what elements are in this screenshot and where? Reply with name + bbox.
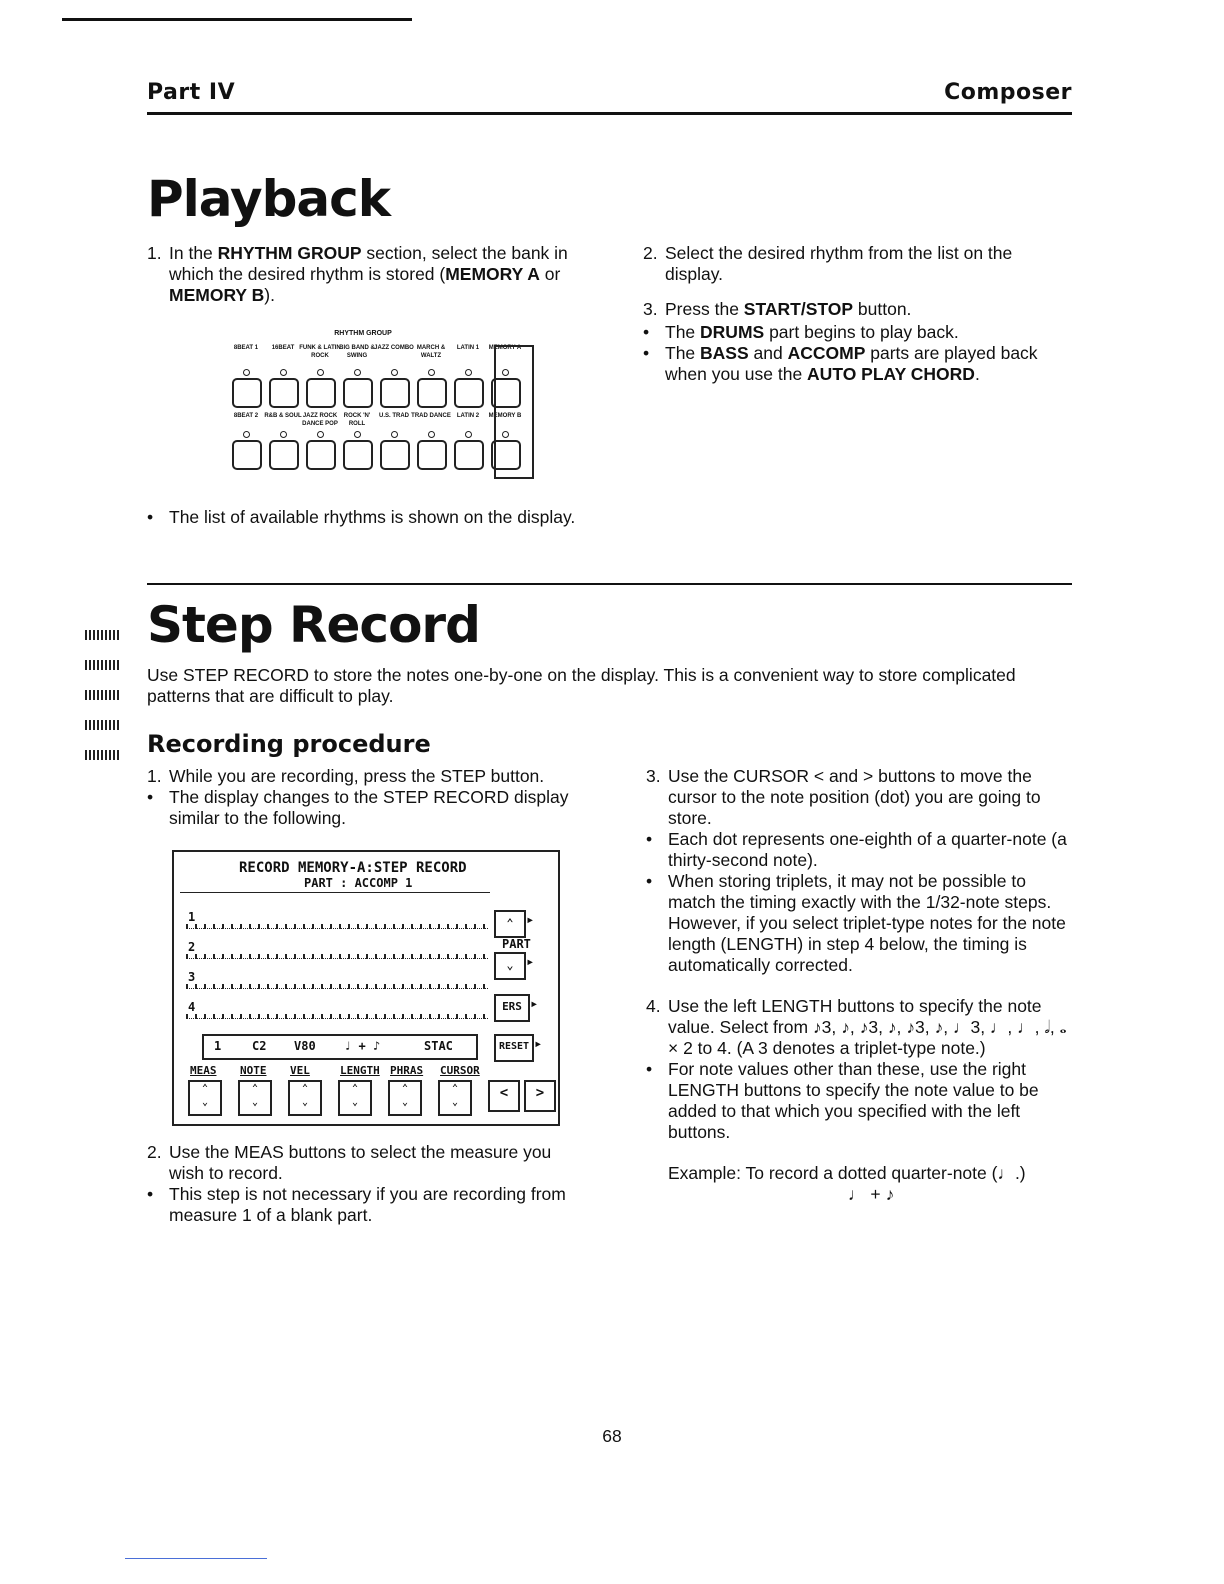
indicator-led bbox=[428, 369, 435, 376]
bullet-item bbox=[147, 507, 577, 528]
indicator-led bbox=[391, 431, 398, 438]
rhythm-label: JAZZ ROCK DANCE POP bbox=[302, 413, 338, 427]
text: For note values other than these, use the right LENGTH buttons to specify the note value to be added to that which you specified with the left buttons. bbox=[668, 1059, 1039, 1142]
text: button. bbox=[853, 299, 912, 319]
indicator-led bbox=[428, 431, 435, 438]
bottom-scan-line bbox=[125, 1558, 267, 1559]
scan-mark bbox=[85, 690, 119, 700]
part-label: PART bbox=[502, 937, 531, 951]
page-number: 68 bbox=[602, 1426, 622, 1446]
recording-procedure-heading: Recording procedure bbox=[147, 730, 431, 758]
step-number: 3. bbox=[646, 766, 661, 786]
status-note: C2 bbox=[252, 1039, 267, 1053]
rhythm-button[interactable] bbox=[417, 440, 447, 470]
step-number: 1. bbox=[147, 766, 162, 786]
text: When storing triplets, it may not be possible to match the timing exactly with the 1/32-note steps. However, if you select triplet-type notes for the note length (LENGTH) in step 4 below, the timing is automatically corrected. bbox=[668, 871, 1066, 975]
playback-note bbox=[147, 507, 577, 534]
header-section: Composer bbox=[944, 80, 1072, 105]
example-notes: ♩ + ♪ bbox=[848, 1184, 895, 1204]
indicator-led bbox=[354, 431, 361, 438]
step-item bbox=[147, 1142, 582, 1184]
function-label: MEAS bbox=[190, 1064, 217, 1077]
step-record-intro: Use STEP RECORD to store the notes one-by-one on the display. This is a convenient way to store complicated patterns that are difficult to play. bbox=[147, 665, 1016, 706]
bold-text: RHYTHM GROUP bbox=[217, 243, 362, 263]
measure-number: 3 bbox=[188, 970, 196, 984]
indicator-led bbox=[354, 369, 361, 376]
memory-frame bbox=[494, 345, 534, 479]
rhythm-button[interactable] bbox=[306, 378, 336, 408]
text: Use the CURSOR < and > buttons to move the cursor to the note position (dot) you are going to store. bbox=[668, 766, 1041, 828]
bold-text: DRUMS bbox=[700, 322, 765, 342]
bold-text: START/STOP bbox=[743, 299, 854, 319]
text: parts are played back when you use the bbox=[665, 343, 1038, 384]
example-text: Example: To record a dotted quarter-note (♩.) bbox=[668, 1163, 1026, 1183]
rhythm-button[interactable] bbox=[269, 378, 299, 408]
rhythm-label: FUNK & LATIN ROCK bbox=[299, 345, 341, 359]
measure-number: 4 bbox=[188, 1000, 196, 1014]
step-item bbox=[646, 766, 1076, 829]
note-dots bbox=[186, 1014, 488, 1019]
scan-mark bbox=[85, 720, 119, 730]
erase-button[interactable]: ERS bbox=[494, 994, 530, 1022]
measure-number: 2 bbox=[188, 940, 196, 954]
indicator-led bbox=[465, 369, 472, 376]
bold-text: MEMORY A bbox=[445, 264, 540, 284]
indicator-led bbox=[317, 369, 324, 376]
bold-text: MEMORY B bbox=[169, 285, 265, 305]
rhythm-label: R&B & SOUL bbox=[264, 413, 302, 419]
indicator-led bbox=[317, 431, 324, 438]
measure-number: 1 bbox=[188, 910, 196, 924]
top-scan-line bbox=[62, 18, 412, 21]
text: or bbox=[539, 264, 561, 284]
bullet: • bbox=[643, 343, 650, 363]
rhythm-button[interactable] bbox=[232, 378, 262, 408]
playback-step-2 bbox=[643, 243, 1073, 285]
cursor-button[interactable]: < bbox=[488, 1080, 520, 1112]
rhythm-button[interactable] bbox=[269, 440, 299, 470]
step-record-right-column bbox=[646, 766, 1076, 1205]
indicator-led bbox=[243, 369, 250, 376]
section-rule bbox=[147, 583, 1072, 585]
rhythm-label: 16BEAT bbox=[271, 345, 295, 351]
rhythm-label: BIG BAND & SWING bbox=[339, 345, 375, 359]
step-number: 2. bbox=[643, 243, 658, 263]
indicator-led bbox=[280, 369, 287, 376]
header-part: Part IV bbox=[147, 80, 236, 105]
rhythm-label: U.S. TRAD bbox=[379, 413, 409, 419]
note-dots bbox=[186, 984, 488, 989]
indicator-led bbox=[243, 431, 250, 438]
rhythm-button[interactable] bbox=[343, 378, 373, 408]
reset-button[interactable]: RESET bbox=[494, 1034, 534, 1062]
rhythm-button[interactable] bbox=[417, 378, 447, 408]
text: ). bbox=[264, 285, 275, 305]
rhythm-label: LATIN 2 bbox=[456, 413, 480, 419]
rhythm-button[interactable] bbox=[454, 378, 484, 408]
arrow: ▸ bbox=[526, 954, 535, 970]
lcd-line-1: RECORD MEMORY-A:STEP RECORD bbox=[239, 860, 467, 876]
step-record-left-column bbox=[147, 766, 582, 835]
indicator-led bbox=[465, 431, 472, 438]
step-record-title: Step Record bbox=[147, 596, 480, 654]
function-label: LENGTH bbox=[340, 1064, 380, 1077]
step-number: 2. bbox=[147, 1142, 162, 1162]
up-down-button[interactable]: ⌃ ⌄ bbox=[338, 1080, 372, 1116]
status-velocity: V80 bbox=[294, 1039, 316, 1053]
bullet-item bbox=[147, 1184, 582, 1226]
text: The list of available rhythms is shown on the display. bbox=[169, 507, 576, 527]
up-down-button[interactable]: ⌃ ⌄ bbox=[188, 1080, 222, 1116]
bullet: • bbox=[147, 787, 154, 807]
function-label: VEL bbox=[290, 1064, 310, 1077]
step-number: 3. bbox=[643, 299, 658, 319]
indicator-led bbox=[280, 431, 287, 438]
arrow: ▸ bbox=[530, 996, 539, 1012]
part-up-button[interactable]: ⌃ bbox=[494, 910, 526, 938]
text: section, select the bank in which the desired rhythm is stored ( bbox=[169, 243, 568, 284]
scan-mark bbox=[85, 660, 119, 670]
step-number: 1. bbox=[147, 243, 162, 263]
rhythm-button[interactable] bbox=[232, 440, 262, 470]
up-down-button[interactable]: ⌃ ⌄ bbox=[438, 1080, 472, 1116]
step-record-display bbox=[172, 850, 560, 1126]
arrow: ▸ bbox=[534, 1036, 543, 1052]
status-bar bbox=[202, 1034, 478, 1060]
cursor-button[interactable]: > bbox=[524, 1080, 556, 1112]
lcd-line-2: PART : ACCOMP 1 bbox=[304, 876, 413, 890]
playback-bullet-bass bbox=[643, 343, 1073, 385]
bullet-item bbox=[646, 871, 1076, 976]
playback-title: Playback bbox=[147, 170, 391, 228]
playback-bullet-drums bbox=[643, 322, 1073, 343]
rhythm-label: LATIN 1 bbox=[456, 345, 480, 351]
playback-right-column bbox=[643, 243, 1073, 391]
function-label: PHRAS bbox=[390, 1064, 424, 1077]
up-down-button[interactable]: ⌃ ⌄ bbox=[288, 1080, 322, 1116]
indicator-led bbox=[391, 369, 398, 376]
part-down-button[interactable]: ⌄ bbox=[494, 952, 526, 980]
rhythm-button[interactable] bbox=[380, 440, 410, 470]
up-down-button[interactable]: ⌃ ⌄ bbox=[388, 1080, 422, 1116]
panel-title: RHYTHM GROUP bbox=[334, 330, 392, 337]
bullet: • bbox=[643, 322, 650, 342]
rhythm-label: MEMORY A bbox=[488, 345, 522, 351]
rhythm-group-panel bbox=[228, 330, 533, 478]
text: Each dot represents one-eighth of a quarter-note (a thirty-second note). bbox=[668, 829, 1067, 870]
text: In the bbox=[169, 243, 218, 263]
step-item bbox=[147, 766, 582, 787]
bullet: • bbox=[646, 829, 653, 849]
text: This step is not necessary if you are recording from measure 1 of a blank part. bbox=[169, 1184, 566, 1225]
playback-step-1 bbox=[147, 243, 577, 306]
text: The bbox=[665, 343, 701, 363]
status-articulation: STAC bbox=[424, 1039, 453, 1053]
playback-left-column bbox=[147, 243, 577, 312]
scan-mark bbox=[85, 750, 119, 760]
text: part begins to play back. bbox=[764, 322, 959, 342]
text: While you are recording, press the STEP button. bbox=[169, 766, 545, 786]
rhythm-button[interactable] bbox=[306, 440, 336, 470]
rhythm-label: 8BEAT 2 bbox=[233, 413, 259, 419]
playback-step-3 bbox=[643, 299, 1073, 320]
status-measure: 1 bbox=[214, 1039, 222, 1053]
text: and bbox=[748, 343, 788, 363]
rhythm-label: ROCK 'N' ROLL bbox=[343, 413, 371, 427]
step-number: 4. bbox=[646, 996, 661, 1016]
text: The display changes to the STEP RECORD display similar to the following. bbox=[169, 787, 569, 828]
rhythm-label: MARCH & WALTZ bbox=[416, 345, 446, 359]
header-rule bbox=[147, 112, 1072, 115]
bold-text: ACCOMP bbox=[787, 343, 866, 363]
bullet: • bbox=[646, 1059, 653, 1079]
function-label: CURSOR bbox=[440, 1064, 480, 1077]
note-dots bbox=[186, 954, 488, 959]
text: Use the MEAS buttons to select the measure you wish to record. bbox=[169, 1142, 552, 1183]
beat-ruler bbox=[180, 892, 490, 894]
bullet-item bbox=[646, 1059, 1076, 1143]
note-dots bbox=[186, 924, 488, 929]
step-item bbox=[646, 996, 1076, 1059]
bullet: • bbox=[147, 1184, 154, 1204]
bullet-item bbox=[147, 787, 582, 829]
text: Use the left LENGTH buttons to specify the note value. Select from ♪3, ♪, ♪3, ♪, ♪3, ♪, ♩3, ♩, ♩, 𝅗𝅥, 𝅝 × 2 to 4. (A 3 denotes a triplet-type note.) bbox=[668, 996, 1067, 1058]
scan-mark bbox=[85, 630, 119, 640]
rhythm-button[interactable] bbox=[454, 440, 484, 470]
rhythm-label: JAZZ COMBO bbox=[374, 345, 414, 351]
rhythm-button[interactable] bbox=[380, 378, 410, 408]
text: Select the desired rhythm from the list on the display. bbox=[665, 243, 1013, 284]
bullet: • bbox=[646, 871, 653, 891]
bullet-item bbox=[646, 829, 1076, 871]
rhythm-label: TRAD DANCE bbox=[411, 413, 451, 419]
up-down-button[interactable]: ⌃ ⌄ bbox=[238, 1080, 272, 1116]
arrow: ▸ bbox=[526, 912, 535, 928]
rhythm-label: 8BEAT 1 bbox=[233, 345, 259, 351]
text: . bbox=[974, 364, 980, 384]
text: Press the bbox=[665, 299, 744, 319]
bold-text: BASS bbox=[700, 343, 749, 363]
bold-text: AUTO PLAY CHORD bbox=[807, 364, 975, 384]
rhythm-label: MEMORY B bbox=[488, 413, 522, 419]
function-label: NOTE bbox=[240, 1064, 267, 1077]
rhythm-button[interactable] bbox=[343, 440, 373, 470]
bullet: • bbox=[147, 507, 154, 527]
status-length: ♩ + ♪ bbox=[344, 1039, 381, 1053]
text: The bbox=[665, 322, 701, 342]
step-record-left-column-2 bbox=[147, 1142, 582, 1232]
